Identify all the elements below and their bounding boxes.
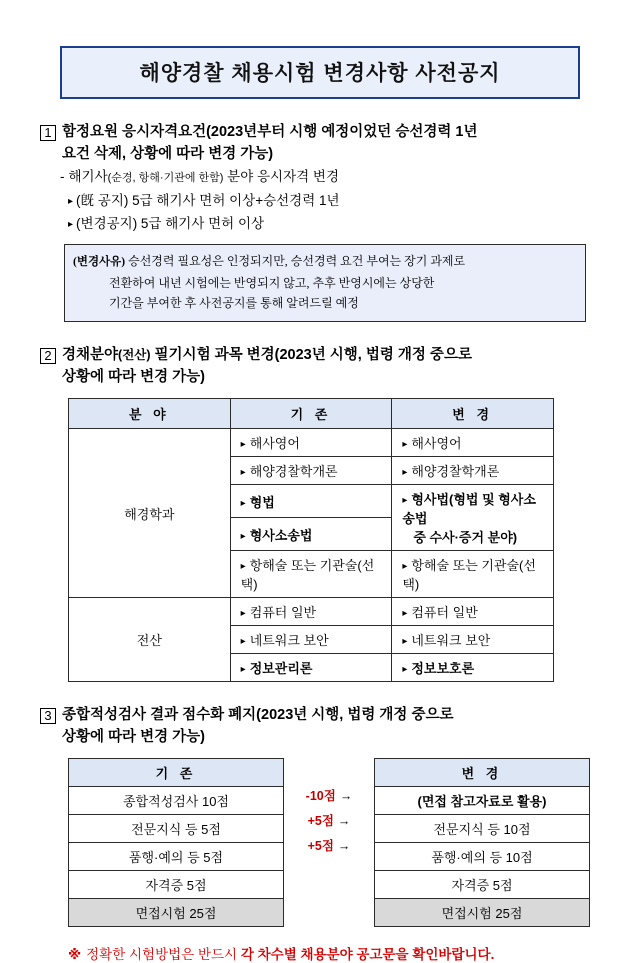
section-1 <box>40 121 600 322</box>
section-3-heading <box>40 704 600 748</box>
existing-subject-1-4 <box>230 518 392 551</box>
table-row <box>69 871 284 899</box>
existing-subject-2-2-text: 네트워크 보안 <box>249 633 329 649</box>
arrow-icon: → <box>337 839 351 854</box>
score-changed-row-3: 품행·예의 등 10점 <box>375 843 590 871</box>
table-row <box>375 871 590 899</box>
subjects-header-changed: 변 경 <box>392 399 554 429</box>
changed-subject-1-3 <box>392 485 554 551</box>
score-arrows <box>284 758 374 859</box>
changed-subject-2-2-text: 네트워크 보안 <box>411 633 491 649</box>
triangle-bullet-icon: ▸ <box>402 636 408 648</box>
score-changed-row-2: 전문지식 등 10점 <box>375 815 590 843</box>
triangle-bullet-icon: ▸ <box>402 495 408 507</box>
section-1-line-1-text: 해기사 <box>68 169 108 185</box>
table-row <box>69 815 284 843</box>
page-title: 해양경찰 채용시험 변경사항 사전공지 <box>139 62 501 85</box>
changed-subject-1-4-text: 중 수사·증거 분야) <box>413 530 518 546</box>
existing-subject-2-1 <box>230 598 392 626</box>
table-row <box>375 899 590 927</box>
score-existing-header-row <box>69 759 284 787</box>
section-3-title <box>62 704 600 748</box>
change-reason-box <box>64 244 586 322</box>
score-changed-row-4: 자격증 5점 <box>375 871 590 899</box>
score-existing-row-4: 자격증 5점 <box>69 871 284 899</box>
section-2-number: 2 <box>40 348 56 364</box>
section-3-number: 3 <box>40 708 56 724</box>
score-changed-header: 변 경 <box>375 759 590 787</box>
document-title-box <box>60 46 580 99</box>
reason-line-1 <box>73 251 577 273</box>
score-arrow-3 <box>284 834 374 859</box>
section-1-title-line2: 요건 삭제, 상황에 따라 변경 가능) <box>62 146 274 163</box>
existing-subject-1-5-text: 항해술 또는 기관술(선택) <box>240 558 375 593</box>
changed-subject-1-2 <box>392 457 554 485</box>
score-existing-header: 기 존 <box>69 759 284 787</box>
changed-subject-2-2 <box>392 626 554 654</box>
triangle-bullet-icon: ▸ <box>68 195 74 207</box>
section-2 <box>40 344 600 682</box>
section-1-line-3-text: (변경공지) 5급 해기사 면허 이상 <box>76 216 265 232</box>
score-delta-2: +5점 <box>307 814 334 829</box>
subjects-table-header-row <box>69 399 554 429</box>
section-1-line-3 <box>68 212 600 236</box>
table-row <box>69 899 284 927</box>
reason-line-2: 전환하여 내년 시험에는 반영되지 않고, 추후 반영시에는 상당한 <box>109 275 435 290</box>
section-1-number: 1 <box>40 125 56 141</box>
existing-subject-1-1-text: 해사영어 <box>249 436 300 452</box>
score-delta-1: -10점 <box>305 789 336 804</box>
score-table-existing <box>68 758 284 927</box>
changed-subject-1-5-text: 항해술 또는 기관술(선택) <box>402 558 536 593</box>
triangle-bullet-icon: ▸ <box>240 467 246 479</box>
subjects-header-category: 분 야 <box>69 399 231 429</box>
existing-subject-1-3 <box>230 485 392 518</box>
existing-subject-1-2-text: 해양경찰학개론 <box>249 464 338 480</box>
triangle-bullet-icon: ▸ <box>240 636 246 648</box>
existing-subject-2-3-text: 정보관리론 <box>249 661 313 677</box>
triangle-bullet-icon: ▸ <box>402 608 408 620</box>
changed-subject-1-5 <box>392 551 554 598</box>
table-row <box>69 843 284 871</box>
footer-notice-part1: 정확한 시험방법은 반드시 <box>86 947 241 963</box>
changed-subject-2-3 <box>392 654 554 682</box>
score-arrow-2 <box>284 809 374 834</box>
footer-notice <box>68 943 600 963</box>
section-1-line-2-text: (旣 공지) 5급 해기사 면허 이상+승선경력 1년 <box>76 192 340 208</box>
existing-subject-1-1 <box>230 429 392 457</box>
subjects-category-1: 해경학과 <box>69 429 231 598</box>
dash-marker: - <box>60 169 65 185</box>
score-existing-row-3: 품행·예의 등 5점 <box>69 843 284 871</box>
section-1-title <box>62 121 600 165</box>
section-1-line-1-tail: 분야 응시자격 변경 <box>223 169 340 185</box>
score-existing-row-1: 종합적성검사 10점 <box>69 787 284 815</box>
score-changed-row-1: (면접 참고자료로 활용) <box>375 787 590 815</box>
changed-subject-2-3-text: 정보보호론 <box>411 661 475 677</box>
section-1-line-1-note: (순경, 항해·기관에 한함) <box>107 172 224 185</box>
reason-line-3: 기간을 부여한 후 사전공지를 통해 알려드릴 예정 <box>109 296 359 311</box>
score-arrow-1 <box>284 784 374 809</box>
existing-subject-2-3 <box>230 654 392 682</box>
score-changed-header-row <box>375 759 590 787</box>
triangle-bullet-icon: ▸ <box>68 219 74 231</box>
triangle-bullet-icon: ▸ <box>402 664 408 676</box>
table-row <box>69 787 284 815</box>
section-3-title-line1: 종합적성검사 결과 점수화 폐지(2023년 시행, 법령 개정 중으로 <box>62 707 454 724</box>
arrow-icon: → <box>339 789 353 804</box>
triangle-bullet-icon: ▸ <box>402 467 408 479</box>
changed-subject-2-1 <box>392 598 554 626</box>
footer-notice-part2: 각 차수별 채용분야 공고문을 확인바랍니다. <box>240 947 495 963</box>
score-existing-total: 면접시험 25점 <box>69 899 284 927</box>
triangle-bullet-icon: ▸ <box>240 497 246 509</box>
score-comparison <box>68 758 600 927</box>
section-1-line-1 <box>60 165 600 189</box>
score-table-changed <box>374 758 590 927</box>
reason-text-1: 승선경력 필요성은 인정되지만, 승선경력 요건 부여는 장기 과제로 <box>128 253 466 268</box>
section-2-title-rest: 필기시험 과목 변경(2023년 시행, 법령 개정 중으로 <box>150 346 472 363</box>
section-2-title <box>62 344 600 388</box>
existing-subject-1-2 <box>230 457 392 485</box>
table-row <box>69 598 554 626</box>
section-3 <box>40 704 600 927</box>
section-1-title-line1: 함정요원 응시자격요건(2023년부터 시행 예정이었던 승선경력 1년 <box>62 124 478 140</box>
existing-subject-2-2 <box>230 626 392 654</box>
table-row <box>375 815 590 843</box>
existing-subject-1-5 <box>230 551 392 598</box>
triangle-bullet-icon: ▸ <box>240 561 246 573</box>
table-row <box>375 843 590 871</box>
triangle-bullet-icon: ▸ <box>402 439 408 451</box>
score-existing-row-2: 전문지식 등 5점 <box>69 815 284 843</box>
score-delta-3: +5점 <box>307 839 334 854</box>
section-2-heading <box>40 344 600 388</box>
table-row <box>375 787 590 815</box>
triangle-bullet-icon: ▸ <box>240 530 246 542</box>
section-3-title-line2: 상황에 따라 변경 가능) <box>62 729 205 746</box>
section-2-title-line2: 상황에 따라 변경 가능) <box>62 368 205 385</box>
triangle-bullet-icon: ▸ <box>240 439 246 451</box>
existing-subject-2-1-text: 컴퓨터 일반 <box>249 605 317 621</box>
changed-subject-2-1-text: 컴퓨터 일반 <box>411 605 478 621</box>
subjects-category-2: 전산 <box>69 598 231 682</box>
changed-subject-1-1-text: 해사영어 <box>411 436 462 452</box>
reason-label: (변경사유) <box>73 255 126 268</box>
subjects-table <box>68 398 554 682</box>
changed-subject-1-3-text: 형사법(형법 및 형사소송법 <box>402 492 536 527</box>
existing-subject-1-3-text: 형법 <box>249 494 275 510</box>
score-changed-total: 면접시험 25점 <box>375 899 590 927</box>
section-1-heading <box>40 121 600 165</box>
arrow-icon: → <box>337 814 351 829</box>
section-2-title-paren: (전산) <box>118 347 151 362</box>
triangle-bullet-icon: ▸ <box>402 561 408 573</box>
subjects-header-existing: 기 존 <box>230 399 392 429</box>
table-row <box>69 429 554 457</box>
existing-subject-1-4-text: 형사소송법 <box>249 527 313 543</box>
changed-subject-1-2-text: 해양경찰학개론 <box>411 464 500 480</box>
section-1-line-2 <box>68 189 600 213</box>
asterisk-icon: ※ <box>68 947 82 963</box>
changed-subject-1-1 <box>392 429 554 457</box>
triangle-bullet-icon: ▸ <box>240 608 246 620</box>
triangle-bullet-icon: ▸ <box>240 664 246 676</box>
section-2-title-main: 경채분야 <box>62 346 119 363</box>
